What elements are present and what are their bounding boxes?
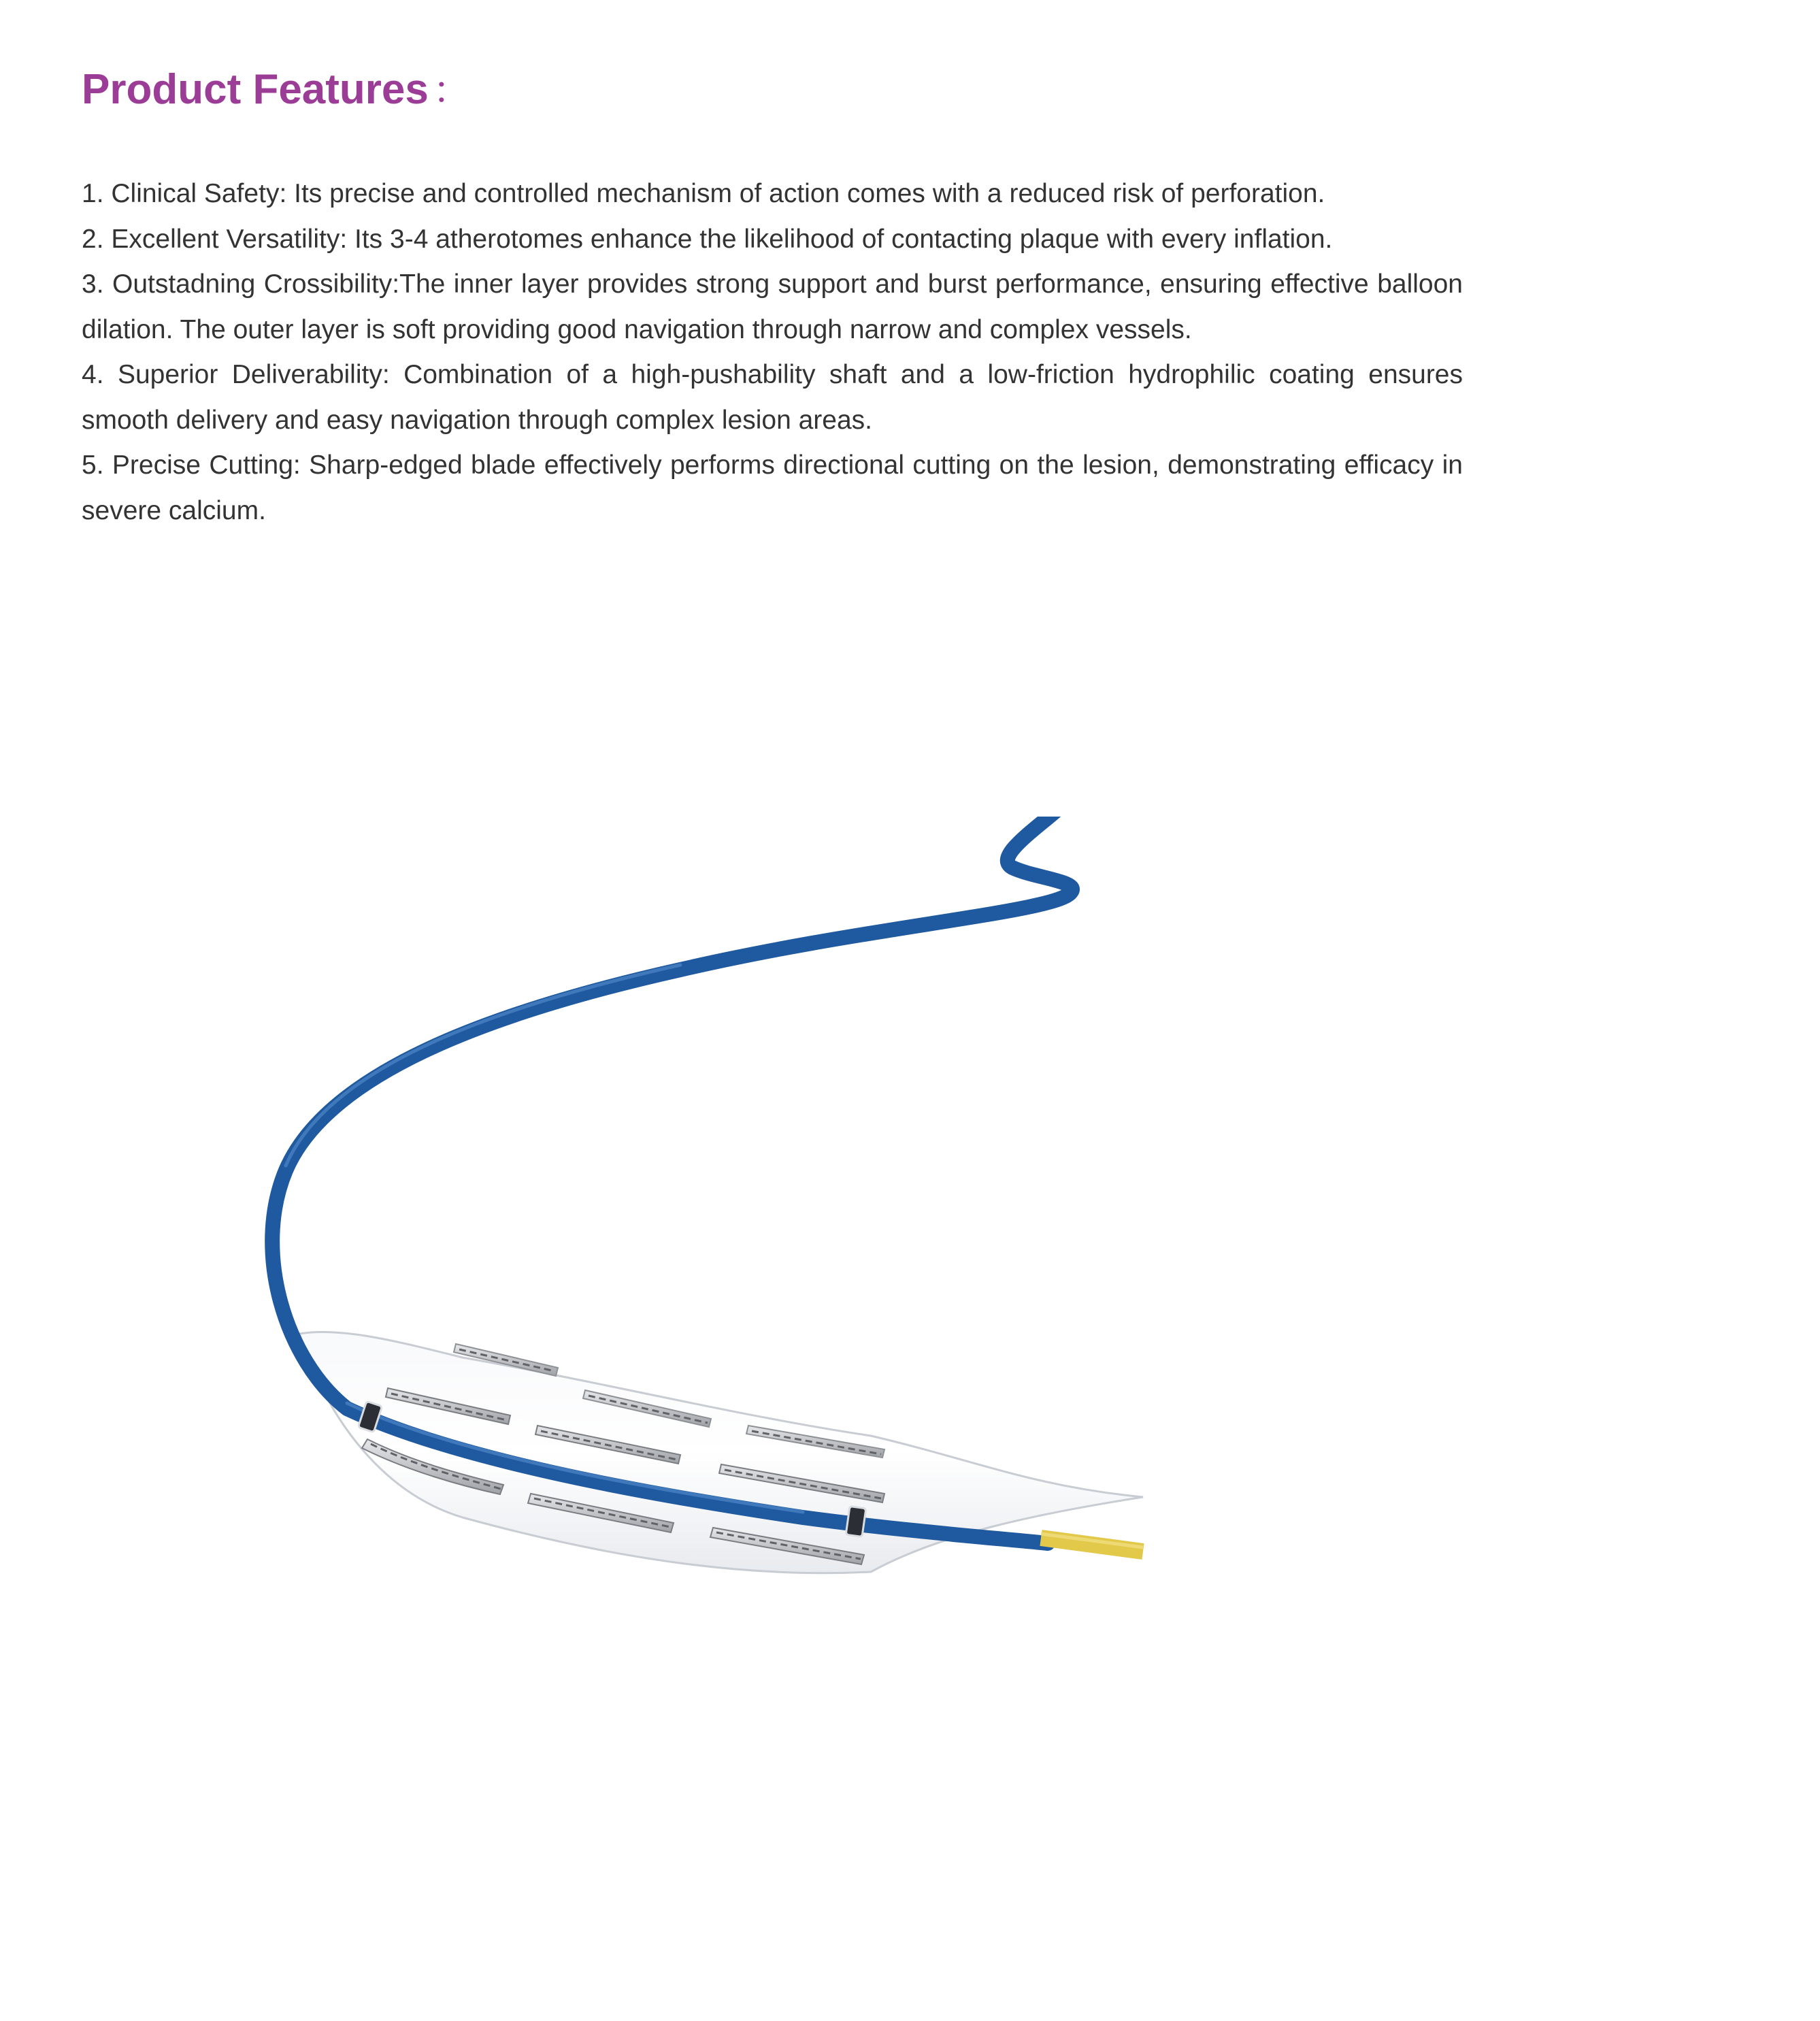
feature-item-excellent-versatility: 2. Excellent Versatility: Its 3-4 atherotomes enhance the likelihood of contacting plaque with every inflation.	[82, 224, 1333, 254]
feature-item-superior-deliverability: 4. Superior Deliverability: Combination of a high-pushability shaft and a low-friction hydrophilic coating ensures smooth delivery and easy navigation through complex lesion areas.	[82, 360, 1463, 435]
catheter-shaft-highlight	[286, 965, 680, 1166]
page-title-text: Product Features	[82, 66, 429, 113]
page-title	[82, 63, 471, 118]
page-title-colon: ：	[432, 69, 471, 112]
feature-item-outstanding-crossibility: 3. Outstadning Crossibility:The inner layer provides strong support and burst performance, ensuring effective balloon dilation. The outer layer is soft providing good navigation through narrow and complex vessels.	[82, 269, 1463, 344]
feature-item-clinical-safety: 1. Clinical Safety: Its precise and controlled mechanism of action comes with a reduced risk of perforation.	[82, 179, 1325, 208]
feature-list	[82, 171, 1463, 533]
feature-item-precise-cutting: 5. Precise Cutting: Sharp-edged blade effectively performs directional cutting on the lesion, demonstrating efficacy in severe calcium.	[82, 450, 1463, 525]
cutting-balloon-catheter-image	[259, 817, 1361, 1620]
